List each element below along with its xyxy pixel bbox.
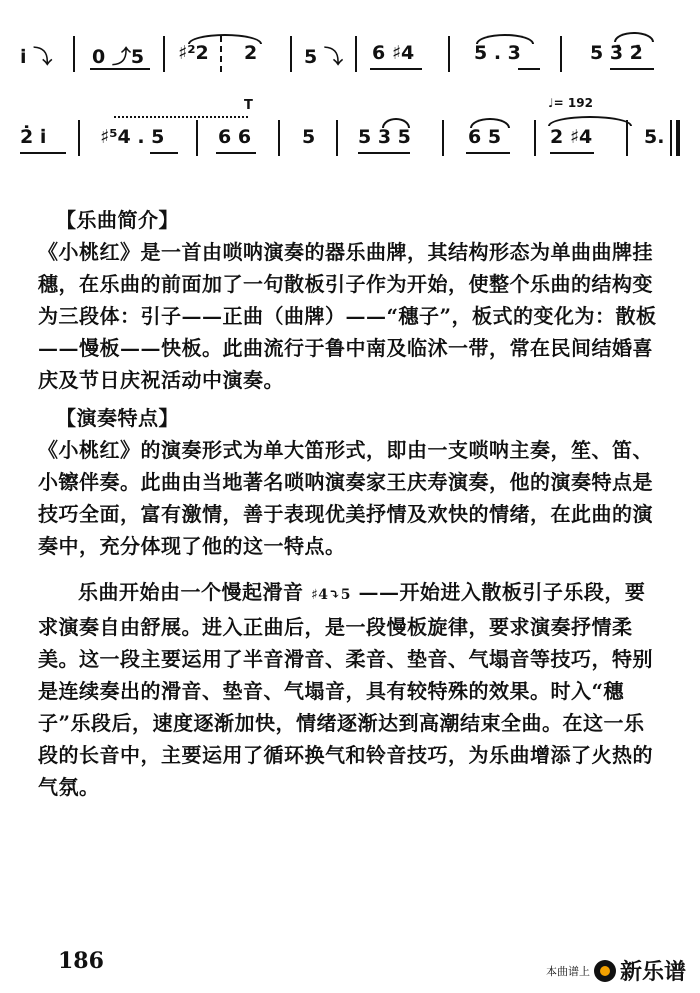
watermark xyxy=(546,955,686,986)
underline xyxy=(20,152,66,154)
article-body xyxy=(38,204,660,803)
measure: ♯⁵4 . 5 xyxy=(100,126,165,148)
measure: 5. xyxy=(644,126,665,148)
tie xyxy=(382,118,410,128)
measure: 2̇ i̇ xyxy=(20,126,47,148)
underline xyxy=(90,68,150,70)
final-barline xyxy=(670,120,672,156)
measure: 6 ♯4 xyxy=(372,42,415,64)
barline xyxy=(534,120,536,156)
score-row-2 xyxy=(0,114,700,164)
underline xyxy=(518,68,540,70)
barline xyxy=(290,36,292,72)
measure: i̇ ⤵ xyxy=(20,46,53,68)
watermark-caption: 本曲谱上 xyxy=(545,964,590,978)
technique-paragraph xyxy=(38,576,660,803)
barline xyxy=(560,36,562,72)
barline xyxy=(278,120,280,156)
section-heading-features: 【演奏特点】 xyxy=(56,406,179,430)
technique-rest: ——开始进入散板引子乐段，要求演奏自由舒展。进入正曲后，是一段慢板旋律，要求演奏抒情柔美。这一段主要运用了半音滑音、柔音、垫音、气塌音等技巧，特别是连续奏出的滑音、垫音、气塌音，具有较特殊的效果。时入“穗子”乐段后，速度逐渐加快，情绪逐渐达到高潮结束全曲。在这一乐段的长音中，主要运用了循环换气和铃音技巧，为乐曲增添了火热的气氛。 xyxy=(38,580,653,799)
measure: 5 3 5 xyxy=(358,126,411,148)
final-barline-thick xyxy=(676,120,680,156)
measure: 5 3̇ 2̇ xyxy=(590,42,643,64)
underline xyxy=(466,152,510,154)
measure: 5 xyxy=(302,126,316,148)
section-heading-intro: 【乐曲简介】 xyxy=(56,208,179,232)
tempo-marking: ♩= 192 xyxy=(548,96,593,110)
measure: 6 5 xyxy=(468,126,502,148)
barline xyxy=(355,36,357,72)
underline xyxy=(550,152,594,154)
disc-logo-icon xyxy=(594,960,616,982)
underline xyxy=(358,152,410,154)
tie xyxy=(476,34,534,44)
barline xyxy=(442,120,444,156)
measure: 0 ⤴5 xyxy=(92,46,145,68)
dotted-arc xyxy=(114,116,248,118)
measure: 2 ♯4 xyxy=(550,126,593,148)
trill-mark: T xyxy=(244,98,253,113)
underline xyxy=(216,152,256,154)
barline xyxy=(448,36,450,72)
features-paragraph: 《小桃红》的演奏形式为单大笛形式，即由一支唢呐主奏，笙、笛、小镲伴奏。此曲由当地著名唢呐演奏家王庆寿演奏，他的演奏特点是技巧全面，富有激情，善于表现优美抒情及欢快的情绪，在此曲的演奏中，充分体现了他的这一特点。 xyxy=(38,438,653,558)
page-number: 186 xyxy=(58,948,104,974)
underline xyxy=(610,68,654,70)
technique-lead: 乐曲开始由一个慢起滑音 xyxy=(78,580,304,604)
measure: ♯²2 xyxy=(178,42,209,64)
barline-dashed xyxy=(220,36,223,72)
measure: 6 6 xyxy=(218,126,252,148)
underline xyxy=(370,68,422,70)
tie xyxy=(548,116,632,126)
barline xyxy=(78,120,80,156)
barline xyxy=(196,120,198,156)
underline xyxy=(150,152,178,154)
intro-paragraph: 《小桃红》是一首由唢呐演奏的器乐曲牌，其结构形态为单曲曲牌挂穗，在乐曲的前面加了一句散板引子作为开始，使整个乐曲的结构变为三段体：引子——正曲（曲牌）——“穗子”，板式的变化为：散板——慢板——快板。此曲流行于鲁中南及临沭一带，常在民间结婚喜庆及节日庆祝活动中演奏。 xyxy=(38,240,657,392)
inline-notation: ♯4⤵5 xyxy=(310,587,351,603)
tie xyxy=(470,118,510,128)
barline xyxy=(73,36,75,72)
tie xyxy=(614,32,654,42)
barline xyxy=(626,120,628,156)
measure: 5 ⤵ xyxy=(304,46,343,68)
score-row-1 xyxy=(0,30,700,80)
barline xyxy=(336,120,338,156)
measure: 5 . 3 xyxy=(474,42,521,64)
watermark-brand: 新乐谱 xyxy=(619,960,686,985)
measure: 2 xyxy=(244,42,258,64)
barline xyxy=(163,36,165,72)
